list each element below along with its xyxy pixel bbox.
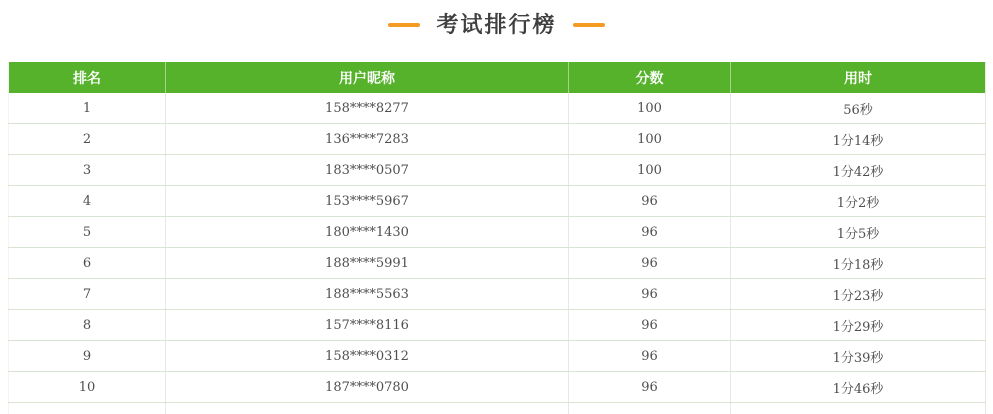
title-dash-left-icon	[388, 23, 420, 27]
cell-time	[731, 403, 986, 414]
table-row	[9, 279, 986, 310]
cell-rank: 8	[9, 310, 166, 341]
cell-rank: 7	[9, 279, 166, 310]
table-row	[9, 124, 986, 155]
cell-score: 96	[569, 248, 731, 279]
cell-nickname: 188****5991	[166, 248, 569, 279]
cell-score: 100	[569, 155, 731, 186]
table-header-row	[9, 62, 986, 93]
cell-rank: 9	[9, 341, 166, 372]
table-row	[9, 93, 986, 124]
table-row	[9, 186, 986, 217]
cell-rank: 2	[9, 124, 166, 155]
cell-score: 96	[569, 279, 731, 310]
cell-time: 1分14秒	[731, 124, 986, 155]
leaderboard-table	[8, 62, 986, 414]
table-row	[9, 310, 986, 341]
column-header-score: 分数	[569, 62, 731, 93]
cell-time: 1分18秒	[731, 248, 986, 279]
cell-rank: 1	[9, 93, 166, 124]
cell-rank: 6	[9, 248, 166, 279]
cell-score	[569, 403, 731, 414]
cell-rank: 10	[9, 372, 166, 403]
table-body	[9, 93, 986, 414]
table-row	[9, 155, 986, 186]
cell-nickname	[166, 403, 569, 414]
table-row	[9, 341, 986, 372]
cell-time: 1分2秒	[731, 186, 986, 217]
cell-rank: 4	[9, 186, 166, 217]
cell-time: 1分42秒	[731, 155, 986, 186]
page-title: 考试排行榜	[436, 12, 557, 38]
cell-time: 1分5秒	[731, 217, 986, 248]
cell-rank: 3	[9, 155, 166, 186]
cell-time: 1分39秒	[731, 341, 986, 372]
cell-nickname: 158****8277	[166, 93, 569, 124]
cell-nickname: 187****0780	[166, 372, 569, 403]
cell-nickname: 157****8116	[166, 310, 569, 341]
cell-score: 96	[569, 186, 731, 217]
column-header-time: 用时	[731, 62, 986, 93]
cell-score: 100	[569, 93, 731, 124]
table-row	[9, 372, 986, 403]
column-header-rank: 排名	[9, 62, 166, 93]
cell-score: 96	[569, 372, 731, 403]
cell-nickname: 153****5967	[166, 186, 569, 217]
cell-nickname: 188****5563	[166, 279, 569, 310]
table-row	[9, 248, 986, 279]
table-row-partial	[9, 403, 986, 414]
cell-rank: 5	[9, 217, 166, 248]
column-header-nickname: 用户昵称	[166, 62, 569, 93]
page-title-section	[0, 9, 993, 41]
cell-time: 1分29秒	[731, 310, 986, 341]
table-row	[9, 217, 986, 248]
cell-time: 56秒	[731, 93, 986, 124]
cell-time: 1分23秒	[731, 279, 986, 310]
cell-nickname: 158****0312	[166, 341, 569, 372]
cell-score: 96	[569, 310, 731, 341]
cell-score: 100	[569, 124, 731, 155]
title-dash-right-icon	[573, 23, 605, 27]
cell-score: 96	[569, 341, 731, 372]
cell-time: 1分46秒	[731, 372, 986, 403]
cell-nickname: 180****1430	[166, 217, 569, 248]
cell-score: 96	[569, 217, 731, 248]
cell-nickname: 183****0507	[166, 155, 569, 186]
cell-nickname: 136****7283	[166, 124, 569, 155]
cell-rank	[9, 403, 166, 414]
